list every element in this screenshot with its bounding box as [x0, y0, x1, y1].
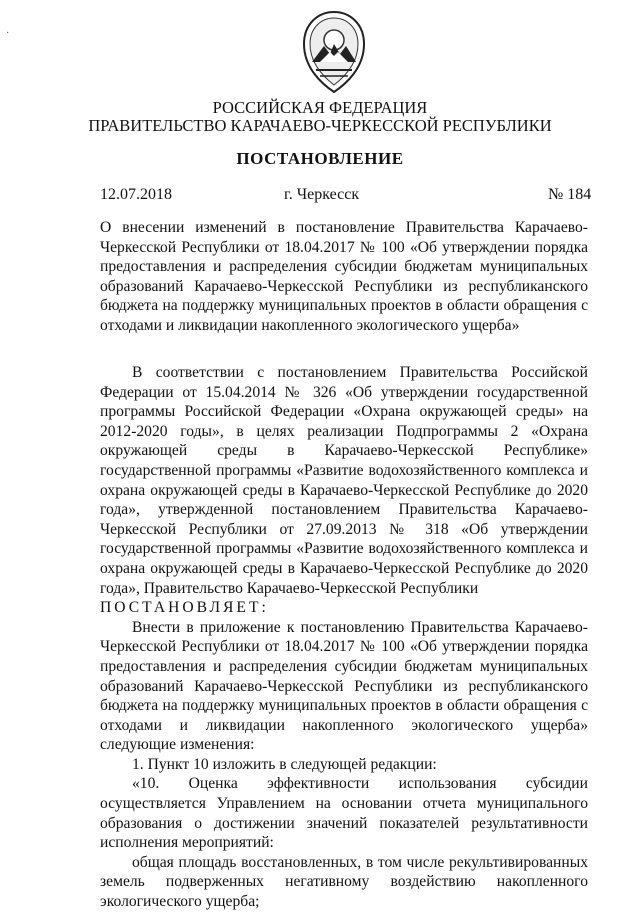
- amendment-paragraph: Внести в приложение к постановлению Правительства Карачаево-Черкесской Республики от 18.04.2017 № 100 «Об утверждении порядка предоставления и распределения субсидии бюджетам муниципальных образований Карачаево-Черкесской Республики из республиканского бюджета на поддержку муниципальных проектов в области обращения с отходами и ликвидации накопленного экологического ущерба» следующие изменения:: [100, 618, 588, 754]
- document-date: 12.07.2018: [100, 186, 172, 203]
- margin-mark: ·: [6, 28, 10, 39]
- item-1-indicator: общая площадь восстановленных, в том числе рекультивированных земель подверженных негативному воздействию накопленного экологического ущерба;: [100, 853, 588, 911]
- item-1: 1. Пункт 10 изложить в следующей редакции:: [132, 755, 437, 773]
- coat-of-arms-emblem: [296, 10, 372, 94]
- document-city: г. Черкесск: [284, 186, 360, 203]
- header-government: ПРАВИТЕЛЬСТВО КАРАЧАЕВО-ЧЕРКЕССКОЙ РЕСПУБЛИКИ: [88, 116, 552, 135]
- document-number: № 184: [548, 186, 592, 203]
- item-1-text: «10. Оценка эффективности использования субсидии осуществляется Управлением на основании отчета муниципального образования о достижении значений показателей результативности исполнения мероприятий:: [100, 775, 588, 852]
- document-body: [100, 363, 588, 912]
- preamble-paragraph: В соответствии с постановлением Правительства Российской Федерации от 15.04.2014 № 326 «Об утверждении государственной программы Российской Федерации «Охрана окружающей среды» на 2012-2020 годы», в целях реализации Подпрограммы 2 «Охрана окружающей среды в Карачаево-Черкесской Республике» государственной программы «Развитие водохозяйственного комплекса и охрана окружающей среды в Карачаево-Черкесской Республике до 2020 года», утвержденной постановлением Правительства Карачаево-Черкесской Республики от 27.09.2013 № 318 «Об утверждении государственной программы «Развитие водохозяйственного комплекса и охрана окружающей среды в Карачаево-Черкесской Республике до 2020 года», Правительство Карачаево-Черкесской Республики: [100, 364, 588, 597]
- header-country: РОССИЙСКАЯ ФЕДЕРАЦИЯ: [212, 98, 428, 117]
- document-subject: О внесении изменений в постановление Правительства Карачаево-Черкесской Республики от 18.04.2017 № 100 «Об утверждении порядка предоставления и распределения субсидии бюджетам муниципальных образований Карачаево-Черкесской Республики из республиканского бюджета на поддержку муниципальных проектов в области обращения с отходами и ликвидации накопленного экологического ущерба»: [100, 219, 588, 334]
- resolves-heading: ПОСТАНОВЛЯЕТ:: [100, 599, 269, 617]
- document-title: ПОСТАНОВЛЕНИЕ: [236, 149, 404, 168]
